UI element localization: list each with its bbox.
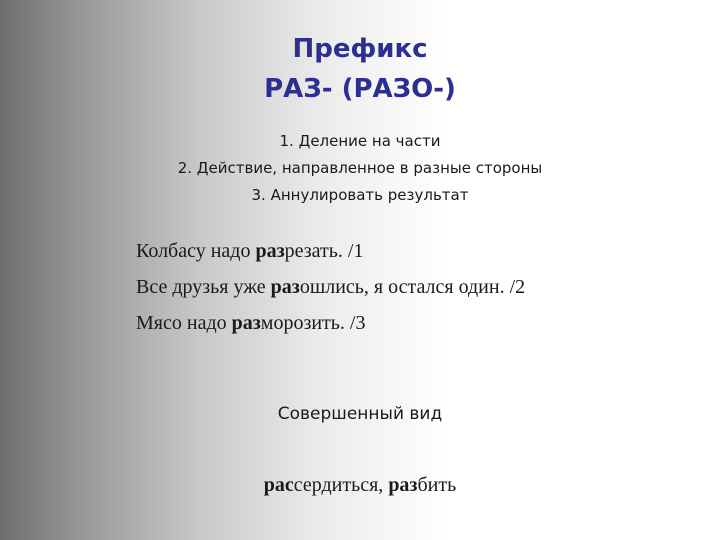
aspect-label: Совершенный вид: [277, 404, 443, 424]
example-1-before: Колбасу надо: [136, 240, 256, 262]
example-2: [136, 269, 525, 305]
example-3-before: Мясо надо: [136, 312, 232, 334]
title-line-2: РАЗ- (РАЗО-): [264, 74, 456, 104]
perfective-word-2-prefix: раз: [388, 474, 418, 496]
examples-list: [136, 233, 525, 341]
meaning-3: 3. Аннулировать результат: [251, 186, 469, 204]
example-3-prefix: раз: [231, 312, 261, 334]
example-1-after: резать. /1: [284, 240, 364, 262]
example-2-before: Все друзья уже: [136, 276, 271, 298]
example-2-prefix: раз: [270, 276, 300, 298]
title-line-1: Префикс: [292, 34, 428, 64]
example-1: [136, 233, 525, 269]
perfective-word-1-prefix: рас: [263, 474, 294, 496]
perfective-word-1-rest: сердиться,: [293, 474, 389, 496]
meanings-list: [0, 128, 720, 209]
meaning-2: 2. Действие, направленное в разные стороны: [177, 159, 543, 177]
example-2-after: ошлись, я остался один. /2: [299, 276, 526, 298]
perfective-examples: [0, 470, 720, 500]
example-1-prefix: раз: [255, 240, 285, 262]
perfective-word-2-rest: бить: [417, 474, 457, 496]
example-3-after: морозить. /3: [260, 312, 366, 334]
example-3: [136, 305, 525, 341]
meaning-1: 1. Деление на части: [279, 132, 441, 150]
